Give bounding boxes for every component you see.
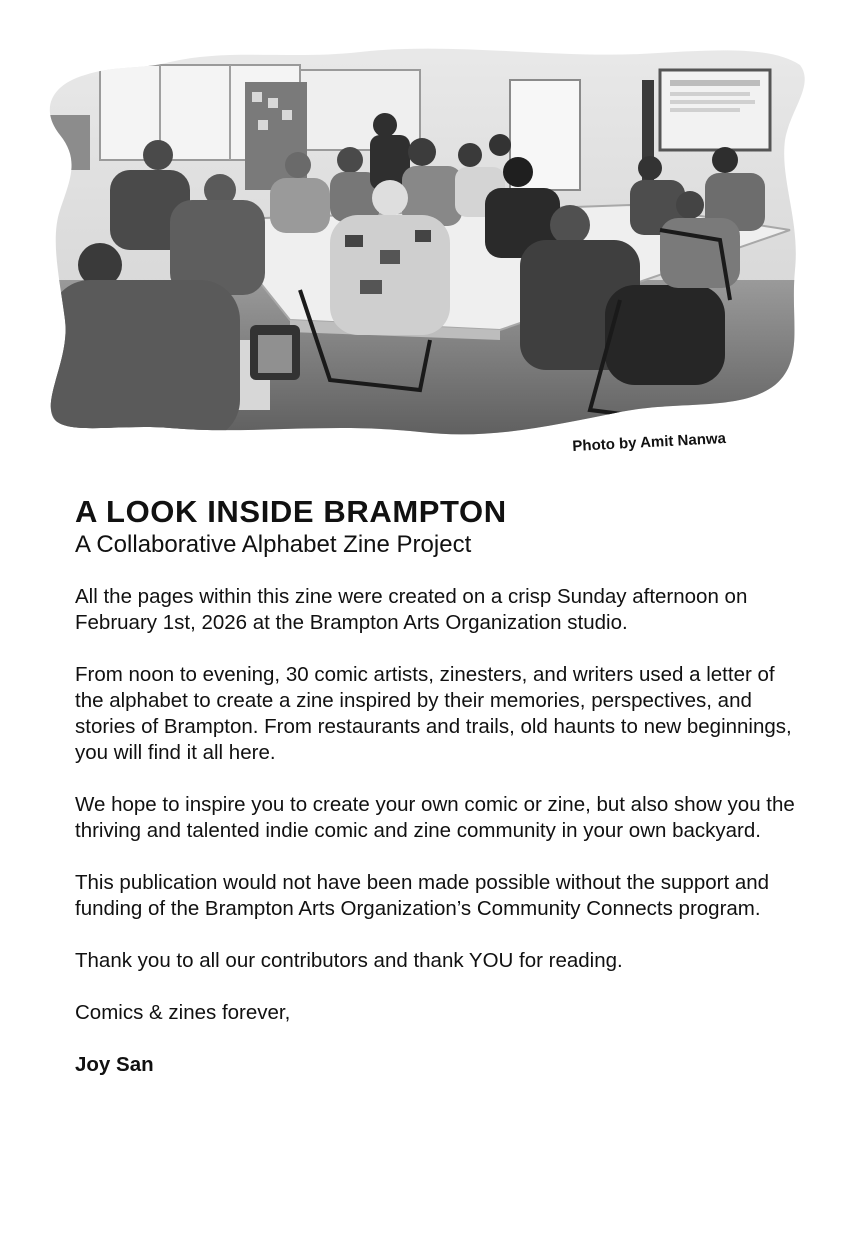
paragraph-event: From noon to evening, 30 comic artists, zinesters, and writers used a letter of the alphabet to create a zine inspired by their memories, perspectives, and stories of Brampton. From restaurants and trails, old haunts to new beginnings, you will find it all here. xyxy=(75,663,792,764)
paragraph-thanks: Thank you to all our contributors and thank YOU for reading. xyxy=(75,949,623,972)
signature: Joy San xyxy=(75,1053,154,1076)
article xyxy=(75,494,795,1078)
workshop-photo xyxy=(30,40,810,440)
closing-line: Comics & zines forever, xyxy=(75,1001,291,1024)
page-title: A LOOK INSIDE BRAMPTON xyxy=(75,494,507,529)
workshop-photo-image xyxy=(30,40,810,440)
page-subtitle: A Collaborative Alphabet Zine Project xyxy=(75,531,472,558)
photo-credit: Photo by Amit Nanwa xyxy=(572,429,727,455)
paragraph-funding: This publication would not have been made possible without the support and funding of the Brampton Arts Organization’s Community Connects program. xyxy=(75,871,770,920)
paragraph-inspire: We hope to inspire you to create your own comic or zine, but also show you the thriving and talented indie comic and zine community in your own backyard. xyxy=(75,793,795,842)
paragraph-intro: All the pages within this zine were created on a crisp Sunday afternoon on February 1st, 2026 at the Brampton Arts Organization studio. xyxy=(75,585,748,634)
